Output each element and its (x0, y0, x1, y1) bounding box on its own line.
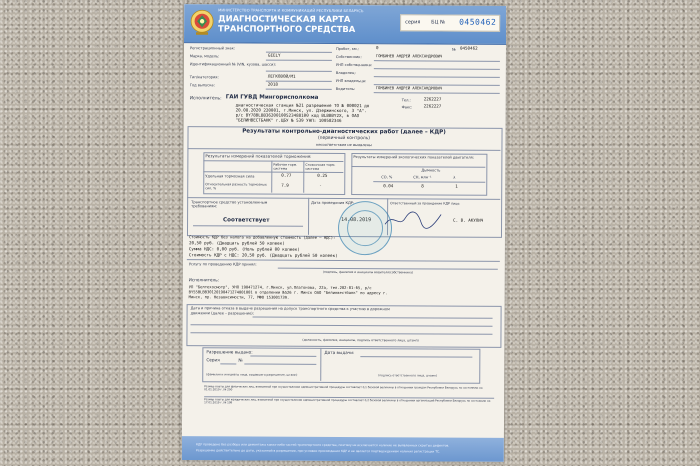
brake-row-1-label: Удельная тормозная сила (205, 174, 255, 179)
eco-value-co: 0.04 (383, 183, 394, 189)
year-field-line (266, 89, 332, 90)
accepted-caption: (подпись, фамилия и инициалы водителя/собственника) (322, 269, 414, 275)
brake-col-work: Рабочая торм. система (273, 162, 298, 171)
accepted-label: Услугу по проведению КДР принял: (188, 262, 257, 267)
brake-row-1-park: 0.25 (317, 172, 328, 178)
card-number-value: 0450462 (459, 45, 478, 51)
requirements-label: Транспортное средство установленным требованиям: (191, 200, 268, 209)
driver-label: Водитель: (335, 86, 356, 92)
card-title (218, 14, 355, 34)
executor-name: ГАИ ГУВД Мингорисполкома (225, 94, 319, 101)
owner-field-line (374, 60, 500, 62)
permit-divider (320, 348, 321, 381)
eco-title: Результаты измерений экологических показателей двигателя: (353, 155, 474, 160)
ministry-emblem-icon (190, 8, 214, 36)
executor-line-2: 20.08.2020 220001, г.Минск, ул. Дзержинского, 3 "А". (235, 107, 367, 114)
requirements-result: Соответствует (223, 217, 270, 224)
date-label: Дата проведения КДР: (311, 200, 355, 206)
results-title: Результаты контрольно-диагностических работ (далее – КДР) (242, 128, 446, 136)
card-footer (182, 436, 504, 462)
refusal-title-1: Дата и причина отказа в выдаче разрешения на допуск транспортного средства к участию в дорожном (190, 306, 390, 312)
responsible-label: Ответственный за проведение КДР лицо: (390, 201, 461, 206)
mileage-value: 0 (375, 45, 379, 51)
brake-row-2-label: Относительная разность тормозных сил, % (205, 182, 267, 191)
executor-label: Исполнитель: (189, 96, 222, 102)
serial-number-box (400, 14, 500, 32)
permit-date-label: Дата выдачи: (324, 349, 355, 356)
cost-line-1: Стоимость КДР без налога на добавленную стоимость (далее – НДС): (188, 234, 336, 240)
executor-line-3: р/с BY78BLBB36200100523488100 код BLBBBY2X, в ОАО (235, 112, 360, 119)
permit-series-label: Серия (206, 357, 220, 363)
mileage-label: Пробег, км.: (335, 46, 360, 52)
vin-label: Идентификационный № (VIN, кузова, шасси): (189, 62, 277, 67)
results-note: несоответствия не выявлены (315, 142, 372, 148)
unp-owner-label: УНП собственника: (335, 62, 373, 68)
permit-caption-left: (фамилия и инициалы лица, выдавшего разрешение, штамп) (206, 372, 298, 377)
footer-line-2: Разрешение действительно до даты, указанной в разрешении, при условии прохождения КДР и не является подтверждением наличия регистрации ТС. (195, 448, 441, 454)
card-header (184, 4, 506, 45)
conclusion-divider-1 (308, 198, 309, 235)
reg-label: Регистрационный знак: (189, 46, 235, 51)
eco-head: Дымность (421, 168, 441, 173)
contractor-line-1: УП "Белтехосмотр", УНП 190471274, г.Минск, ул.Платонова, 22а, тел.202-01-65, р/с (188, 284, 372, 291)
responsible-name: С. В. АКУЛИЧ (453, 217, 484, 223)
type-value: ЛЕГКОВОЙ/M1 (267, 73, 296, 79)
owner-value: ГОМБИНЕВ АНДРЕЙ АЛЕКСАНДРОВИЧ (375, 53, 443, 59)
brake-col-divider-2 (303, 161, 304, 193)
make-field-line (266, 60, 332, 61)
tel-label: Тел.: (401, 98, 411, 103)
unp-owner-field-line (374, 68, 500, 70)
driver-value: ГОМБИНЕВ АНДРЕЙ АЛЕКСАНДРОВИЧ (375, 85, 443, 91)
unp-holder-label: УНП владельца: (335, 78, 367, 84)
holder-label: Владелец: (335, 70, 356, 76)
card-title-line2: ТРАНСПОРТНОГО СРЕДСТВА (218, 22, 356, 34)
ministry-name: МИНИСТЕРСТВО ТРАНСПОРТА И КОММУНИКАЦИЙ РЕСПУБЛИКИ БЕЛАРУСЬ (218, 8, 364, 14)
permit-series-line (220, 363, 236, 364)
footnote-1: Размер платы для физических лиц, взимаемой при осуществлении административной процедуры составляет 0,1 базовой величины в отношении граждан Республики Беларусь по состоянию на 01.01.2019 г. № 200 (204, 384, 483, 392)
permit-issued-label: Разрешение выдано: (206, 349, 253, 355)
responsible-signature-icon (383, 208, 443, 230)
card-title-line1: ДИАГНОСТИЧЕСКАЯ КАРТА (218, 13, 351, 25)
brake-row-2-work: 7.9 (281, 182, 289, 188)
permit-caption-right: (подпись ответственного лица, штамп) (378, 373, 437, 378)
brake-title: Результаты измерений показателей торможения: (205, 153, 312, 159)
brake-row-2-park: - (319, 182, 322, 188)
cost-bottom-line (187, 259, 500, 262)
holder-field-line (374, 76, 500, 78)
owner-label: Собственник: (335, 54, 362, 60)
diagnostic-card-document (182, 4, 506, 462)
fax-value: 2262227 (423, 103, 442, 109)
vin-field-line (266, 71, 332, 72)
make-value: GEELY (267, 52, 281, 58)
fax-label: Факс: (401, 105, 413, 110)
serial-number: 0450462 (459, 17, 497, 27)
contractor-line-3: Минск, пр. Независимости, 77, МФО 153001739. (188, 294, 290, 300)
make-label: Марка, модель: (189, 54, 220, 59)
year-value: 2018 (267, 81, 278, 87)
year-label: Год выпуска: (189, 83, 215, 88)
contractor-label: Исполнитель: (188, 277, 220, 283)
brake-col-divider-1 (271, 161, 272, 193)
executor-line-4: "БЕЛИНВЕСТБАНК" г.ЦБУ № 539 УНП: 100582346 (235, 117, 342, 123)
cost-line-2: 20,50 руб. (Двадцать рублей 50 копеек) (188, 240, 285, 246)
executor-line-1: диагностическая станция №21 разрешение ТО № 000021 до (235, 102, 370, 109)
contractor-line-2: BY55BLBB30120190471274001001 в отделении №526 г. Минск ОАО "Белинвестбанк" по адресу г. (188, 289, 388, 296)
eco-col-ch: СН, млн⁻¹ (413, 175, 432, 180)
eco-col-lambda: λ (453, 175, 456, 180)
eco-value-lambda: 1 (455, 183, 458, 189)
series-value: БЦ № (431, 19, 446, 26)
driver-field-line (374, 92, 500, 94)
footnote-2: Размер платы для юридических лиц, взимаемой при осуществлении административной процедуры составляет 0,2 базовой величины в отношении организаций Республики Беларусь по состоянию на 17.01.2019 г. № 198 (204, 397, 491, 405)
brake-row-1-work: 0.77 (281, 172, 292, 178)
cost-line-4: Стоимость КДР с НДС: 20,50 руб. (Двадцать рублей 50 копеек) (188, 252, 338, 258)
refusal-title-2: движении (далее – разрешение): (190, 311, 254, 316)
cost-line-3: Сумма НДС: 0,00 руб. (Ноль рублей 00 копеек) (188, 246, 300, 252)
permit-number-label: № (238, 357, 243, 363)
footer-line-1: КДР проведено без разбора или демонтажа каких-либо частей транспортного средства, поэтому не исключается наличие не выявленных скрытых дефектов. (195, 442, 450, 448)
brake-col-park: Стояночная торм. система (305, 162, 336, 172)
type-label: Тип/категория: (189, 75, 219, 80)
card-number-label: № (451, 47, 456, 52)
refusal-caption: (должность, фамилия, инициалы, подпись ответственного лица, штамп) (302, 337, 419, 343)
eco-value-ch: 8 (421, 183, 424, 189)
tel-value: 2262227 (423, 96, 442, 102)
series-label: серия (405, 19, 421, 26)
date-value: 14.08.2019 (341, 216, 372, 224)
results-subtitle: (первичный контроль) (317, 135, 371, 142)
eco-col-co: СО, % (381, 175, 393, 180)
